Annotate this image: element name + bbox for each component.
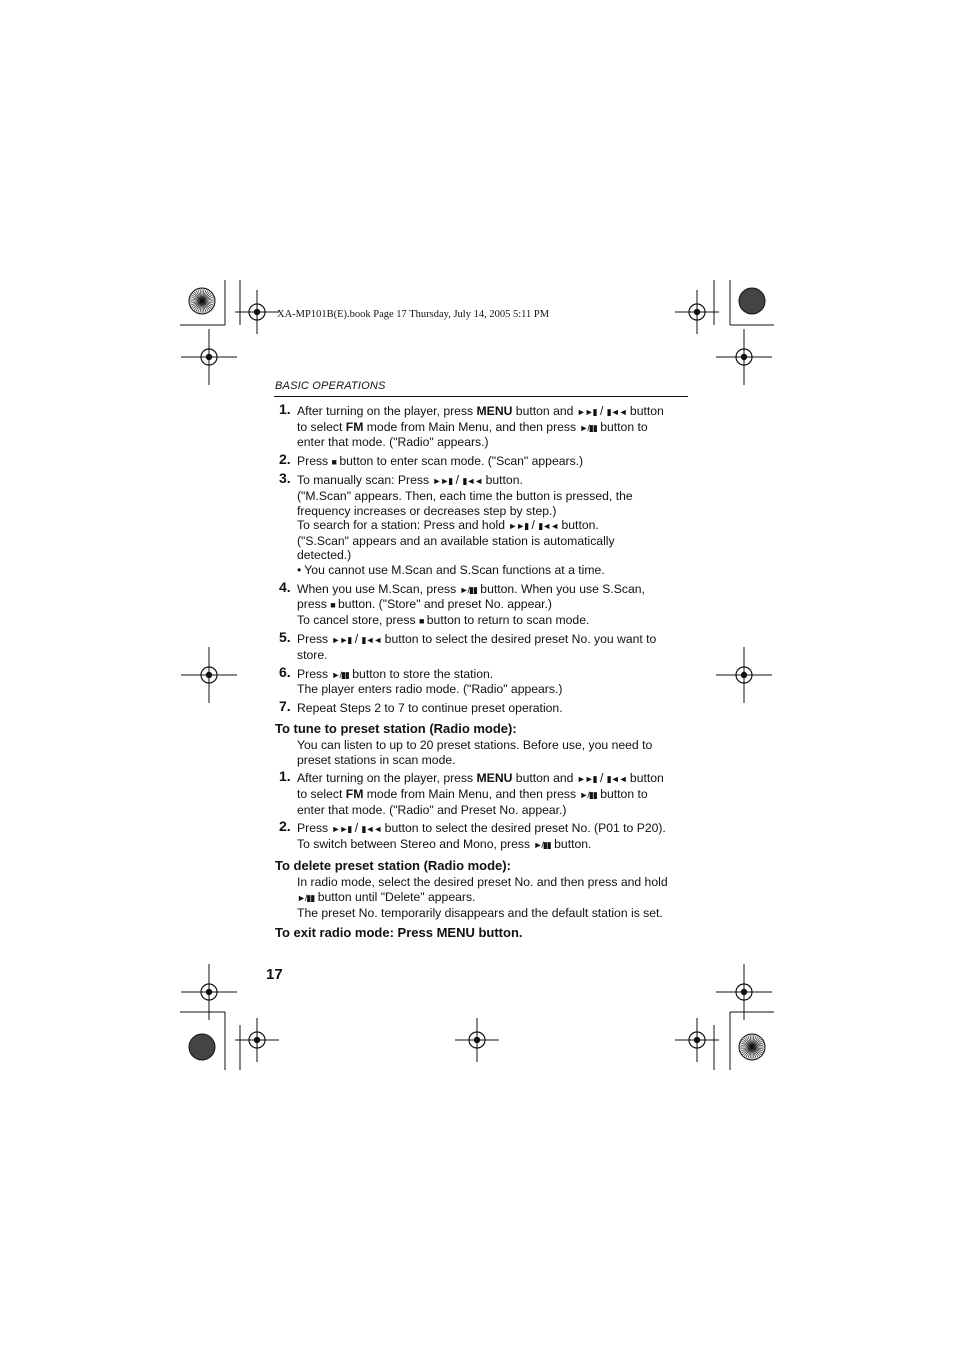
playpause-button-icon: ►/▮▮ <box>459 584 477 595</box>
text-line <box>297 890 690 906</box>
playpause-button-icon: ►/▮▮ <box>297 893 315 904</box>
text-run: You cannot use M.Scan and S.Scan functions at a time. <box>304 562 605 577</box>
prev-button-icon: ▮◄◄ <box>361 824 382 835</box>
text-line <box>297 821 690 837</box>
page-content <box>275 401 690 941</box>
next-button-icon: ►►▮ <box>331 824 352 835</box>
registration-crosshair-icon <box>716 647 772 703</box>
playpause-button-icon: ►/▮▮ <box>579 422 597 433</box>
registration-crosshair-icon <box>235 290 279 334</box>
text-line <box>297 667 690 683</box>
delete-heading: To delete preset station (Radio mode): <box>275 858 511 874</box>
text-run: Repeat Steps 2 to 7 to continue preset operation. <box>297 700 563 715</box>
section-rule <box>274 396 688 397</box>
registration-crosshair-icon <box>675 290 719 334</box>
text-run: mode from Main Menu, and then press <box>363 419 580 434</box>
step-item <box>275 401 690 450</box>
tune-intro-line: preset stations in scan mode. <box>297 752 456 767</box>
starburst-registration-icon <box>739 1034 765 1060</box>
text-run: The player enters radio mode. ("Radio" appears.) <box>297 682 563 697</box>
step-number: 1. <box>279 401 291 417</box>
step-number: 2. <box>279 818 291 835</box>
registration-crosshair-icon <box>181 329 237 385</box>
prev-button-icon: ▮◄◄ <box>606 407 627 417</box>
text-run: to select <box>297 787 346 802</box>
text-line <box>297 682 690 697</box>
stop-button-icon: ■ <box>418 615 424 626</box>
text-run: button to select the desired preset No. you want to <box>381 632 657 647</box>
text-run: After turning on the player, press <box>297 404 477 418</box>
next-button-icon: ►►▮ <box>432 476 453 487</box>
text-line <box>297 597 690 613</box>
text-run: / <box>351 632 362 647</box>
text-line <box>297 875 690 890</box>
delete-body <box>275 875 690 920</box>
text-line <box>297 504 690 519</box>
text-line <box>297 420 690 436</box>
text-line <box>297 518 690 534</box>
text-run: enter that mode. ("Radio" appears.) <box>297 435 489 450</box>
next-button-icon: ►►▮ <box>331 635 352 646</box>
text-run: / <box>596 404 607 418</box>
step-item <box>275 629 690 662</box>
text-run: button. <box>482 473 523 488</box>
text-run: button until "Delete" appears. <box>314 890 476 905</box>
step-number: 7. <box>279 697 291 714</box>
registration-crosshair-icon <box>181 647 237 703</box>
next-button-icon: ►►▮ <box>508 521 529 532</box>
text-line <box>297 582 690 598</box>
text-line <box>297 787 690 803</box>
step-number: 3. <box>279 470 291 487</box>
text-line <box>297 803 690 818</box>
print-header: XA-MP101B(E).book Page 17 Thursday, July 14, 2005 5:11 PM <box>277 309 550 320</box>
playpause-button-icon: ►/▮▮ <box>579 790 597 801</box>
tune-intro-line: You can listen to up to 20 preset stations. Before use, you need to <box>297 738 653 753</box>
text-line <box>297 473 690 489</box>
text-line <box>297 632 690 648</box>
next-button-icon: ►►▮ <box>576 407 597 417</box>
text-line <box>297 906 690 921</box>
playpause-button-icon: ►/▮▮ <box>533 839 551 850</box>
tune-intro <box>275 738 690 767</box>
text-line <box>297 489 690 504</box>
button-name: MENU <box>476 404 513 418</box>
text-run: In radio mode, select the desired preset No. and then press and hold <box>297 875 668 890</box>
scan-store-steps <box>275 401 690 715</box>
text-run: Press <box>297 821 332 836</box>
text-run: Press <box>297 632 332 647</box>
text-run: The preset No. temporarily disappears and the default station is set. <box>297 905 663 920</box>
step-item <box>275 663 690 697</box>
text-line <box>297 548 690 563</box>
registration-crosshair-icon <box>235 1018 279 1062</box>
text-line <box>297 534 690 549</box>
text-run: ("M.Scan" appears. Then, each time the button is pressed, the <box>297 488 633 503</box>
text-line <box>297 771 690 787</box>
prev-button-icon: ▮◄◄ <box>538 521 559 532</box>
text-run: button. <box>558 518 599 533</box>
step-item <box>275 578 690 629</box>
text-run: To switch between Stereo and Mono, press <box>297 836 534 851</box>
text-run: When you use M.Scan, press <box>297 581 460 596</box>
text-run: button and <box>512 771 577 786</box>
tune-steps <box>275 768 690 852</box>
text-run: / <box>452 473 463 488</box>
prev-button-icon: ▮◄◄ <box>606 774 627 785</box>
solid-registration-disc-icon <box>189 1034 215 1060</box>
step-item <box>275 450 690 470</box>
prev-button-icon: ▮◄◄ <box>462 476 483 487</box>
text-run: button to enter scan mode. ("Scan" appears.) <box>335 453 584 468</box>
registration-crosshair-icon <box>716 329 772 385</box>
text-line <box>297 404 690 420</box>
exit-instruction: To exit radio mode: Press MENU button. <box>275 925 523 941</box>
step-item <box>275 768 690 817</box>
step-number: 6. <box>279 663 291 680</box>
next-button-icon: ►►▮ <box>576 774 597 785</box>
text-run: button to return to scan mode. <box>423 612 590 627</box>
text-run: Press <box>297 453 332 468</box>
text-run: / <box>528 518 539 533</box>
starburst-registration-icon <box>189 288 215 314</box>
registration-crosshair-icon <box>675 1018 719 1062</box>
text-run: To manually scan: Press <box>297 473 433 488</box>
text-run: detected.) <box>297 548 352 563</box>
text-line <box>297 648 690 663</box>
step-item <box>275 470 690 577</box>
text-run: store. <box>297 647 328 662</box>
step-number: 5. <box>279 629 291 646</box>
text-run: enter that mode. ("Radio" and Preset No. appear.) <box>297 802 567 817</box>
text-run: button. <box>550 836 592 851</box>
text-run: button. When you use S.Scan, <box>476 581 645 596</box>
step-item <box>275 818 690 852</box>
text-run: button. ("Store" and preset No. appear.) <box>334 597 552 612</box>
step-number: 4. <box>279 578 291 595</box>
button-name: FM <box>345 787 364 802</box>
text-run: press <box>297 597 331 612</box>
text-line <box>297 563 690 578</box>
text-line <box>297 435 690 450</box>
tune-heading: To tune to preset station (Radio mode): <box>275 721 517 737</box>
text-line <box>297 613 690 629</box>
text-run: To search for a station: Press and hold <box>297 518 509 533</box>
text-run: button to store the station. <box>348 666 494 681</box>
text-run: button <box>626 771 664 786</box>
text-run: ("S.Scan" appears and an available station is automatically <box>297 533 615 548</box>
text-run: mode from Main Menu, and then press <box>363 787 580 802</box>
solid-registration-disc-icon <box>739 288 765 314</box>
text-run: To cancel store, press <box>297 612 419 627</box>
text-run: button and <box>512 404 577 418</box>
registration-crosshair-icon <box>455 1018 499 1062</box>
text-run: / <box>596 771 607 786</box>
step-number: 2. <box>279 450 291 467</box>
playpause-button-icon: ►/▮▮ <box>331 669 349 680</box>
text-run: Press <box>297 666 332 681</box>
stop-button-icon: ■ <box>330 600 335 611</box>
section-title: BASIC OPERATIONS <box>275 380 386 392</box>
page-number: 17 <box>266 966 283 983</box>
button-name: FM <box>345 419 364 434</box>
text-run: button to select the desired preset No. (P01 to P20). <box>381 821 666 836</box>
text-line <box>297 454 690 470</box>
text-line <box>297 837 690 853</box>
prev-button-icon: ▮◄◄ <box>361 635 382 646</box>
text-run: button to <box>596 419 648 434</box>
text-run: to select <box>297 419 346 434</box>
text-run: frequency increases or decreases step by step.) <box>297 503 557 518</box>
step-item <box>275 697 690 716</box>
stop-button-icon: ■ <box>331 456 336 467</box>
step-number: 1. <box>279 768 291 785</box>
text-run: button <box>626 404 664 418</box>
text-run: / <box>351 821 362 836</box>
text-run: After turning on the player, press <box>297 771 477 786</box>
text-line <box>297 701 690 716</box>
button-name: MENU <box>476 771 513 786</box>
text-run: button to <box>596 787 648 802</box>
